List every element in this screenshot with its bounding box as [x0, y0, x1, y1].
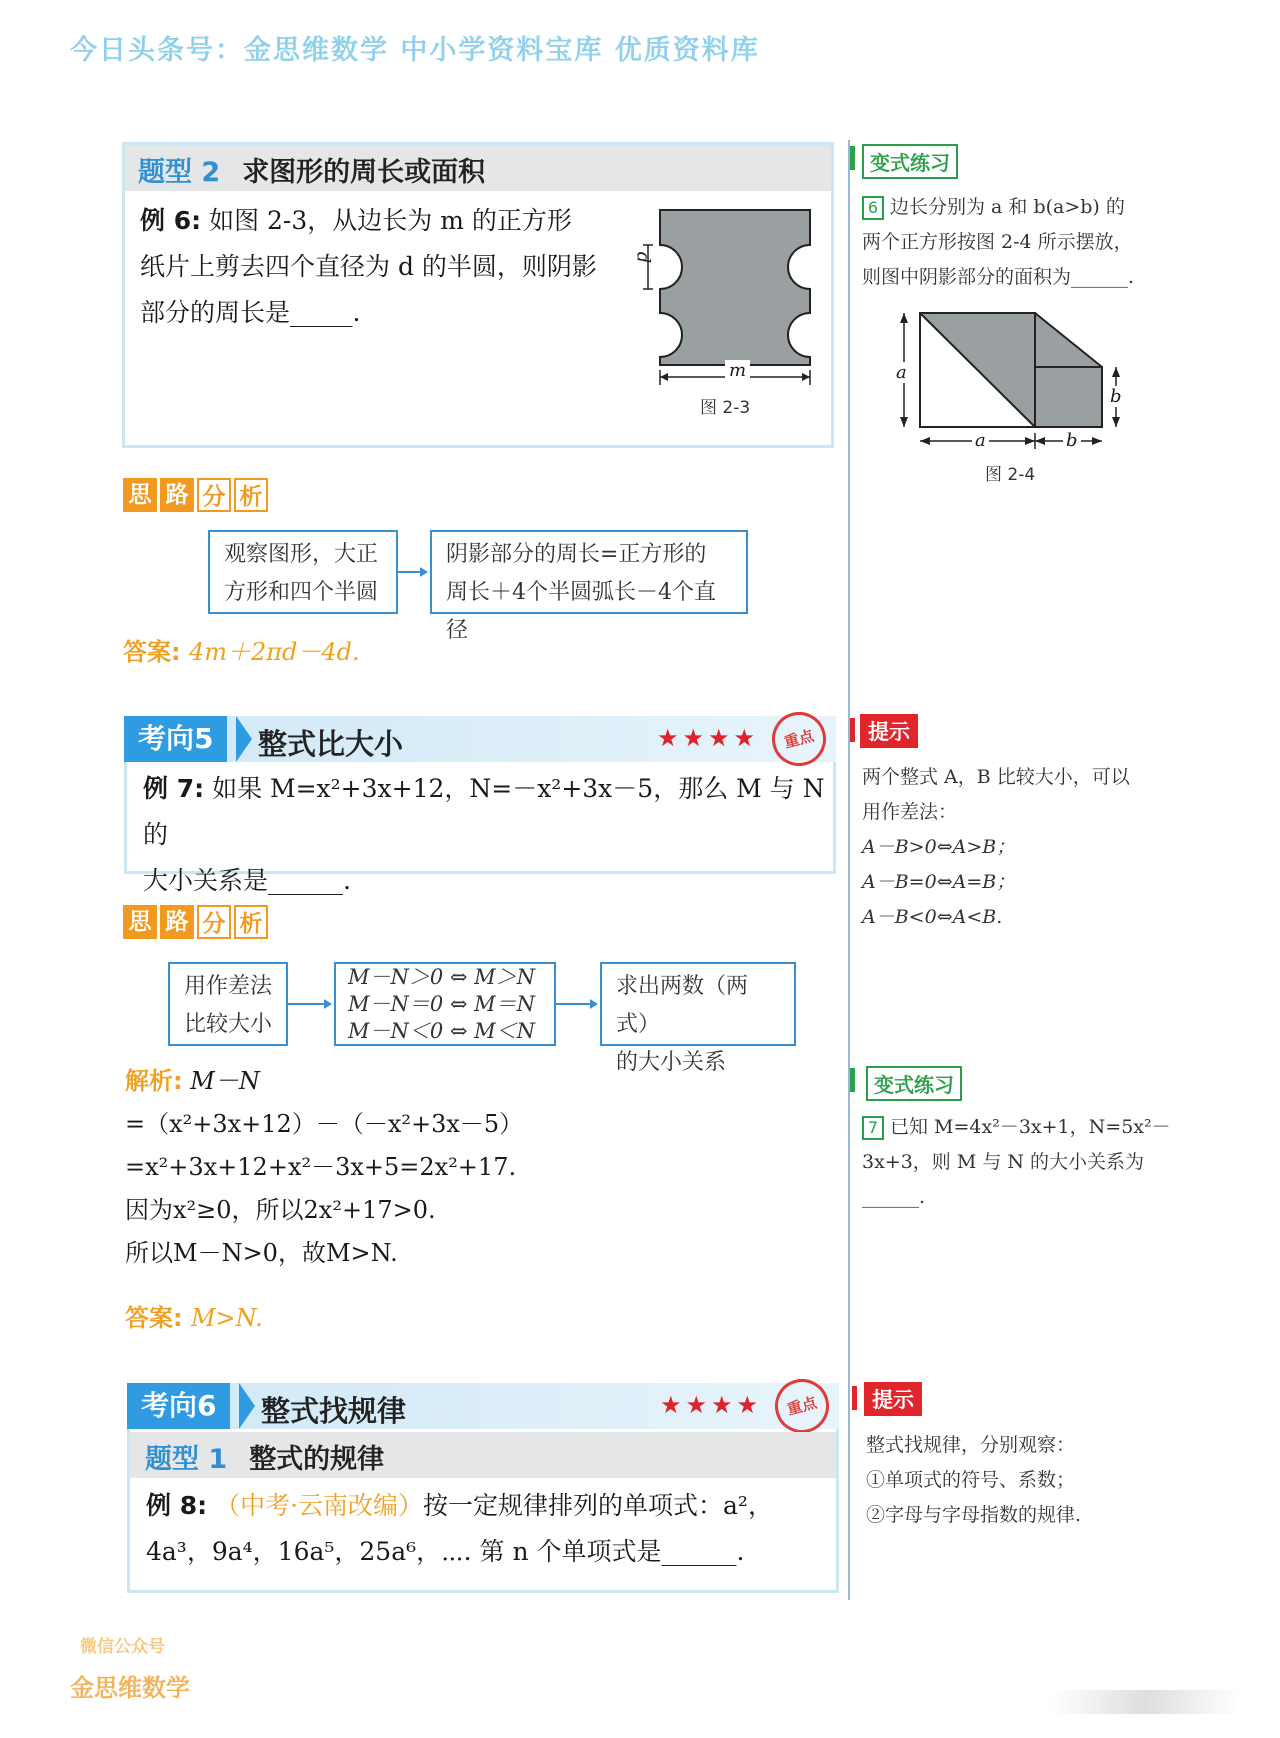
flow2-box2-line3: M－N＜0 ⇔ M＜N: [348, 1019, 536, 1043]
figure-2-4-bottom-a-label: a: [972, 430, 989, 451]
variant-2-marker: [850, 1068, 855, 1092]
figure-2-4-left-a-label: a: [896, 362, 907, 383]
example-7-label: 例 7:: [143, 774, 205, 803]
type-1-number: 题型 1: [145, 1444, 228, 1475]
analysis-tag-2-char4: 析: [234, 905, 268, 939]
section-5-stamp: 重点: [766, 706, 832, 772]
hint-2-text: [866, 1428, 1186, 1533]
figure-2-4-caption: 图 2-4: [985, 465, 1036, 485]
hint-1-line5: A－B<0⇔A<B.: [862, 906, 1003, 928]
section-6-title: 整式找规律: [261, 1394, 407, 1428]
hint-2-line1: 整式找规律，分别观察：: [866, 1434, 1076, 1456]
type-2-title: 求图形的周长或面积: [242, 157, 486, 188]
type-1-heading: [145, 1437, 384, 1476]
example-8-text: [146, 1483, 836, 1575]
figure-2-3: [640, 205, 830, 420]
flow1-box1: [208, 530, 398, 614]
solution-7-line1: =（x²+3x+12）－（－x²+3x－5）: [125, 1110, 524, 1138]
figure-2-3-m-label: m: [725, 360, 750, 381]
question-6-line1: 边长分别为 a 和 b(a>b) 的: [890, 196, 1125, 218]
solution-7-line2: =x²+3x+12+x²－3x+5=2x²+17.: [125, 1153, 517, 1181]
example-8-line2: 4a³，9a⁴，16a⁵，25a⁶，⋯. 第 n 个单项式是______.: [146, 1537, 745, 1566]
flow2-box1: [168, 962, 288, 1046]
solution-7-label: 解析:: [125, 1067, 183, 1095]
section-5-tag-arrow: [236, 716, 252, 762]
section-5-title: 整式比大小: [258, 727, 404, 761]
flow1-box2: [430, 530, 748, 643]
footer-line1: 微信公众号: [80, 1637, 165, 1657]
example-8-label: 例 8:: [146, 1491, 208, 1520]
type-2-number: 题型 2: [138, 157, 221, 188]
example-6-label: 例 6:: [140, 206, 202, 235]
figure-2-3-d-label: d: [632, 251, 654, 264]
solution-7-line3: 因为x²≥0，所以2x²+17>0.: [125, 1196, 436, 1224]
flow2-box3: [600, 962, 796, 1075]
flow2-box2: [334, 962, 556, 1046]
flow2-box3-line2: 的大小关系: [616, 1050, 727, 1075]
column-divider: [848, 140, 850, 1600]
variant-2-tag: 变式练习: [866, 1066, 962, 1101]
example-6-line2: 纸片上剪去四个直径为 d 的半圆，则阴影: [140, 252, 597, 281]
question-6-number: 6: [862, 196, 884, 220]
variant-1-tag: 变式练习: [862, 144, 958, 179]
type-1-title: 整式的规律: [249, 1444, 385, 1475]
flow2-box2-line1: M－N＞0 ⇔ M＞N: [348, 965, 536, 989]
hint-2-line3: ②字母与字母指数的规律.: [866, 1504, 1082, 1526]
flow1-arrow: [398, 562, 430, 582]
figure-2-4-bottom-b-label: b: [1063, 430, 1081, 451]
hint-1-line3: A－B>0⇔A>B；: [862, 836, 1016, 858]
flow1-box2-line1: 阴影部分的周长=正方形的: [446, 542, 707, 567]
analysis-tag-1-char4: 析: [234, 478, 268, 512]
question-6-line3: 则图中阴影部分的面积为______.: [862, 266, 1135, 288]
section-5-tag: 考向5: [124, 716, 227, 762]
answer-6-label: 答案:: [123, 638, 181, 666]
hint-1-marker: [850, 718, 855, 742]
question-7-line1: 已知 M=4x²－3x+1，N=5x²－: [890, 1116, 1171, 1138]
hint-1-line2: 用作差法：: [862, 801, 958, 823]
footer-bar-icon: [1050, 1690, 1240, 1714]
hint-2-line2: ①单项式的符号、系数；: [866, 1469, 1076, 1491]
hint-1-line4: A－B=0⇔A=B；: [862, 871, 1016, 893]
solution-7-line4: 所以M－N>0，故M>N.: [125, 1239, 398, 1267]
answer-7-label: 答案:: [125, 1304, 183, 1332]
analysis-tag-2-char3: 分: [197, 905, 231, 939]
flow1-box1-line2: 方形和四个半圆: [224, 580, 379, 605]
answer-7-value: M>N.: [190, 1304, 263, 1332]
answer-6: [123, 632, 360, 667]
figure-2-3-shape: [660, 210, 810, 365]
header-banner: 今日头条号：金思维数学 中小学资料宝库 优质资料库: [70, 35, 760, 66]
solution-7-line0: M－N: [190, 1067, 260, 1095]
hint-2-tag: 提示: [864, 1382, 922, 1416]
flow2-box2-line2: M－N＝0 ⇔ M＝N: [348, 992, 536, 1016]
example-7-line2: 大小关系是______.: [143, 866, 351, 895]
section-6-stars: ★★★★: [660, 1391, 763, 1419]
example-8-source: （中考·云南改编）: [215, 1491, 424, 1520]
example-6-text: [140, 198, 620, 336]
flow2-box1-line1: 用作差法: [184, 974, 273, 999]
question-6: [862, 190, 1182, 295]
analysis-tag-1-char2: 路: [160, 478, 194, 512]
example-6-line1: 如图 2-3，从边长为 m 的正方形: [209, 206, 572, 235]
hint-1-tag: 提示: [860, 714, 918, 748]
figure-2-4: [890, 305, 1140, 455]
example-7-line1: 如果 M=x²+3x+12，N=－x²+3x－5，那么 M 与 N 的: [143, 774, 825, 849]
analysis-tag-2-char2: 路: [160, 905, 194, 939]
figure-2-3-caption: 图 2-3: [700, 398, 751, 418]
flow2-arrow2: [556, 994, 600, 1014]
analysis-tag-1-char1: 思: [123, 478, 157, 512]
section-6-tag-arrow: [239, 1383, 255, 1429]
question-6-line2: 两个正方形按图 2-4 所示摆放，: [862, 231, 1133, 253]
analysis-tag-1: [123, 478, 271, 512]
hint-1-text: [862, 760, 1182, 935]
flow2-arrow1: [288, 994, 334, 1014]
answer-7: [125, 1298, 263, 1333]
analysis-tag-2: [123, 905, 271, 939]
footer-line2: 金思维数学: [70, 1674, 190, 1702]
answer-6-value: 4m＋2πd－4d.: [188, 638, 360, 666]
type-2-heading: [138, 150, 485, 189]
flow2-box1-line2: 比较大小: [184, 1012, 273, 1037]
flow1-box1-line1: 观察图形，大正: [224, 542, 379, 567]
section-6-tag: 考向6: [127, 1383, 230, 1429]
hint-2-marker: [852, 1386, 857, 1410]
hint-1-line1: 两个整式 A，B 比较大小，可以: [862, 766, 1130, 788]
example-7-text: [143, 766, 833, 904]
figure-2-4-right-b-label: b: [1110, 386, 1122, 407]
analysis-tag-2-char1: 思: [123, 905, 157, 939]
example-6-line3: 部分的周长是_____.: [140, 298, 361, 327]
flow1-box2-line2: 周长＋4个半圆弧长－4个直径: [446, 580, 716, 643]
question-7-number: 7: [862, 1116, 884, 1140]
example-8-line1: 按一定规律排列的单项式：a²，: [423, 1491, 773, 1520]
section-5-stars: ★★★★: [657, 724, 760, 752]
question-7-line3: ______.: [862, 1186, 926, 1208]
section-6-stamp: 重点: [769, 1373, 835, 1439]
flow2-box3-line1: 求出两数（两式）: [616, 974, 749, 1037]
solution-7: [125, 1060, 825, 1275]
question-7-line2: 3x+3，则 M 与 N 的大小关系为: [862, 1151, 1145, 1173]
question-7: [862, 1110, 1182, 1215]
variant-1-marker: [850, 146, 855, 170]
analysis-tag-1-char3: 分: [197, 478, 231, 512]
